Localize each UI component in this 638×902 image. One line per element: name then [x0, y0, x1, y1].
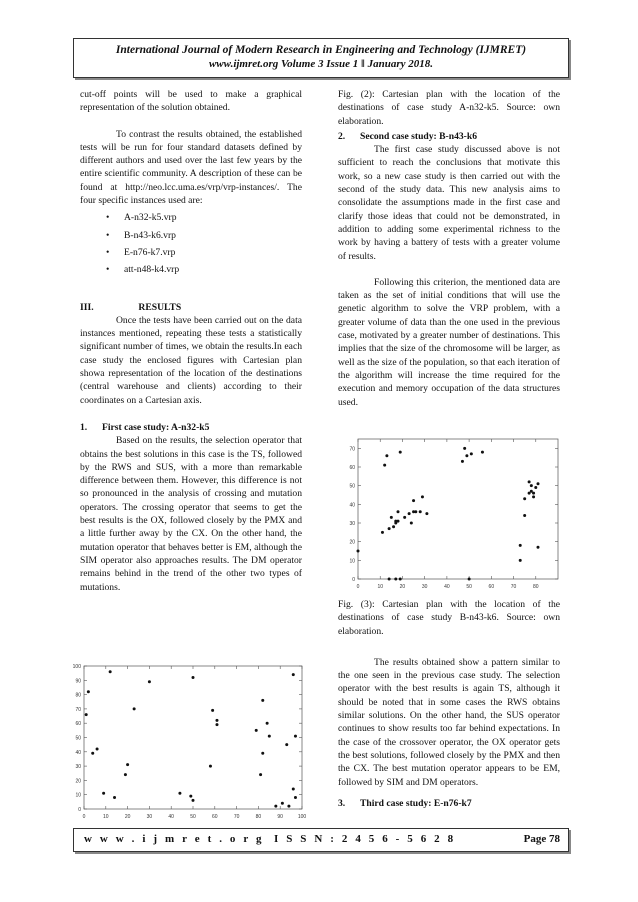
section-title: RESULTS — [138, 301, 182, 313]
data-point — [465, 454, 468, 457]
instance-item: • att-n48-k4.vrp — [80, 263, 302, 276]
y-tick-label: 60 — [75, 721, 81, 728]
right-column-lower — [338, 598, 560, 810]
data-point — [532, 495, 535, 498]
data-point — [392, 525, 395, 528]
y-tick-label: 100 — [72, 664, 81, 670]
data-point — [470, 452, 473, 455]
fig2-scatter-chart — [60, 660, 310, 825]
data-point — [261, 752, 264, 755]
y-tick-label: 20 — [75, 778, 81, 785]
x-tick-label: 30 — [421, 584, 428, 590]
y-tick-label: 30 — [349, 521, 355, 527]
x-tick-label: 50 — [190, 814, 196, 820]
x-tick-label: 30 — [146, 814, 153, 820]
subsection-heading-3 — [338, 797, 560, 810]
data-point — [390, 516, 393, 519]
data-point — [532, 492, 535, 495]
data-point — [519, 544, 522, 547]
data-point — [537, 546, 540, 549]
footer-website: w w w . i j m r e t . o r g — [84, 833, 265, 845]
right-paragraph-2: Following this criterion, the mentioned data are taken as the set of initial conditions that will use the genetic algorithm to solve the VRP problem, with a greater volume of data than the one used in the previous case, motivated by a greater number of destinations. This implies that the size of the chromosome will be larger, as well as the size of the population, so that each iteration of the algorithm will increase the time required for the execution and memory occupation of the data structures used. — [338, 276, 560, 408]
x-tick-label: 0 — [356, 584, 360, 590]
data-point — [403, 516, 406, 519]
subsection-heading-2 — [338, 130, 560, 143]
data-point — [357, 550, 360, 553]
data-point — [534, 486, 537, 489]
y-tick-label: 40 — [349, 502, 355, 509]
data-point — [133, 707, 136, 710]
fig2-caption: Fig. (2): Cartesian plan with the location of the destinations of case study A-n32-k5. Source: own elaboration. — [338, 89, 560, 127]
data-point — [519, 559, 522, 562]
section-number: III. — [80, 301, 94, 313]
data-point — [294, 796, 297, 799]
data-point — [96, 747, 99, 750]
y-tick-label: 80 — [75, 692, 81, 699]
y-tick-label: 0 — [78, 807, 81, 813]
data-point — [192, 799, 195, 802]
data-point — [421, 495, 424, 498]
data-point — [209, 765, 212, 768]
right-paragraph-1: The first case study discussed above is not sufficient to reach the conclusions that motivate this work, so a new case study is then carried out with the second of the study data. This new analysis aims to consolidate the assumptions made in the first case and clarify those ideas that could not be demonstrated, in addition to adding some experimental richness to the work by having a battery of tests with a greater volume of results. — [338, 144, 560, 262]
data-point — [85, 713, 88, 716]
y-tick-label: 20 — [349, 539, 355, 546]
data-point — [148, 680, 151, 683]
data-point — [215, 719, 218, 722]
fig3-plot — [334, 433, 566, 595]
y-tick-label: 90 — [75, 678, 81, 685]
data-point — [530, 484, 533, 487]
data-point — [124, 773, 127, 776]
data-point — [397, 510, 400, 513]
x-tick-label: 80 — [255, 814, 262, 820]
data-point — [126, 763, 129, 766]
subsection-number: 1. — [80, 421, 88, 433]
fig3-scatter-chart — [334, 433, 566, 595]
data-point — [266, 722, 269, 725]
data-point — [255, 729, 258, 732]
subsection-title: Second case study: B-n43-k6 — [360, 130, 478, 142]
data-point — [528, 480, 531, 483]
x-tick-label: 60 — [488, 584, 495, 590]
data-point — [192, 676, 195, 679]
subsection-title: First case study: A-n32-k5 — [102, 421, 210, 433]
x-tick-label: 100 — [297, 814, 307, 820]
x-tick-label: 80 — [532, 584, 539, 590]
data-point — [178, 792, 181, 795]
y-tick-label: 70 — [75, 706, 81, 713]
y-tick-label: 0 — [352, 577, 355, 583]
data-point — [215, 723, 218, 726]
data-point — [388, 578, 391, 581]
y-tick-label: 50 — [349, 483, 355, 490]
data-point — [410, 522, 413, 525]
data-point — [399, 451, 402, 454]
left-paragraph-1: cut-off points will be used to make a graphical representation of the solution obtained. — [80, 89, 302, 114]
x-tick-label: 20 — [124, 814, 131, 820]
instance-item: • E-n76-k7.vrp — [80, 246, 302, 259]
instance-item: • A-n32-k5.vrp — [80, 211, 302, 224]
data-point — [268, 735, 271, 738]
y-tick-label: 60 — [349, 465, 355, 471]
data-point — [211, 709, 214, 712]
x-tick-label: 70 — [233, 814, 240, 820]
data-point — [281, 802, 284, 805]
data-point — [414, 510, 417, 513]
plot-frame — [358, 439, 558, 579]
right-column — [338, 88, 560, 409]
data-point — [394, 578, 397, 581]
data-point — [259, 773, 262, 776]
left-paragraph-2: To contrast the results obtained, the established tests will be run for four standard datasets defined by different authors and used over the last few years by the entire scientific community. A description of these can be found at http://neo.lcc.uma.es/vrp/vrp-instances/. The four specific instances used are: — [80, 128, 302, 207]
data-point — [287, 805, 290, 808]
y-tick-label: 30 — [75, 764, 81, 771]
x-tick-label: 10 — [103, 814, 109, 820]
page-footer — [73, 828, 569, 852]
data-point — [292, 787, 295, 790]
data-point — [481, 451, 484, 454]
section-heading — [80, 301, 302, 314]
data-point — [408, 512, 411, 515]
data-point — [383, 464, 386, 467]
journal-issue: www.ijmret.org Volume 3 Issue 1 ǁ January 2018. — [208, 58, 434, 70]
x-tick-label: 70 — [510, 584, 517, 590]
data-point — [419, 510, 422, 513]
data-point — [113, 796, 116, 799]
subsection-title: Third case study: E-n76-k7 — [360, 797, 472, 809]
data-point — [261, 699, 264, 702]
x-tick-label: 20 — [399, 584, 406, 590]
x-tick-label: 90 — [277, 814, 283, 820]
data-point — [91, 752, 94, 755]
data-point — [461, 460, 464, 463]
fig2-plot — [60, 660, 310, 825]
data-point — [285, 743, 288, 746]
data-point — [412, 499, 415, 502]
data-point — [294, 735, 297, 738]
left-column — [80, 88, 302, 594]
data-point — [189, 795, 192, 798]
x-tick-label: 40 — [444, 584, 450, 590]
data-point — [537, 482, 540, 485]
data-point — [102, 792, 105, 795]
x-tick-label: 50 — [466, 584, 472, 590]
data-point — [381, 531, 384, 534]
x-tick-label: 10 — [377, 584, 384, 590]
journal-header — [73, 38, 569, 78]
data-point — [274, 805, 277, 808]
left-paragraph-3: Once the tests have been carried out on the data instances mentioned, repeating these tests a statistically significant number of times, we obtain the results.In each case study the enclosed figures with Cartesian plan showa representation of the location of the destinations (central warehouse and clients) according to their coordinates on a Cartesian axis. — [80, 314, 302, 406]
y-tick-label: 70 — [349, 446, 355, 453]
instance-item: • B-n43-k6.vrp — [80, 229, 302, 242]
journal-title: International Journal of Modern Research in Engineering and Technology (IJMRET) — [115, 44, 527, 56]
data-point — [399, 578, 402, 581]
data-point — [425, 512, 428, 515]
data-point — [463, 447, 466, 450]
data-point — [523, 497, 526, 500]
x-tick-label: 60 — [212, 814, 218, 820]
y-tick-label: 10 — [75, 792, 81, 799]
fig3-caption: Fig. (3): Cartesian plan with the location of the destinations of case study B-n43-k6. Source: own elaboration. — [338, 599, 560, 637]
data-point — [388, 527, 391, 530]
data-point — [397, 520, 400, 523]
footer-issn: I S S N : 2 4 5 6 - 5 6 2 8 — [274, 833, 456, 845]
left-paragraph-4: Based on the results, the selection operator that obtains the best solutions in this case is the TS, followed by the RWS and SUS, with a more than remarkable difference between them. However, this difference is not so pronounced in the analysis of crossing and mutation operators. The crossing operator that seems to get the best results is the OX, followed closely by the PMX and a little further away by the CX. On the other hand, the mutation operator that behaves better is EM, although the SIM operator also approaches results. The DM operator remains behind in the trend of the other two types of mutations. — [80, 435, 302, 593]
instance-list — [80, 211, 302, 276]
data-point — [523, 514, 526, 517]
x-tick-label: 40 — [168, 814, 174, 820]
data-point — [292, 673, 295, 676]
footer-page-number: Page 78 — [523, 833, 560, 845]
right-paragraph-3: The results obtained show a pattern similar to the one seen in the previous case study. The selection operator with the best results is again TS, although it should be noted that in some cases the RWS obtains similar solutions. On the other hand, the SUS operator continues to show results too far behind expectations. In the case of the crossover operator, the OX operator gets the best solutions, followed closely by the PMX and then the CX. The best mutation operator appears to be EM, followed by SIM and DM operators. — [338, 656, 560, 788]
data-point — [385, 454, 388, 457]
data-point — [87, 690, 90, 693]
data-point — [468, 578, 471, 581]
x-tick-label: 0 — [82, 814, 86, 820]
y-tick-label: 10 — [349, 558, 355, 565]
data-point — [109, 670, 112, 673]
y-tick-label: 50 — [75, 735, 81, 742]
subsection-number: 2. — [338, 130, 346, 142]
subsection-number: 3. — [338, 797, 346, 809]
y-tick-label: 40 — [75, 749, 81, 756]
subsection-heading-1 — [80, 421, 302, 434]
